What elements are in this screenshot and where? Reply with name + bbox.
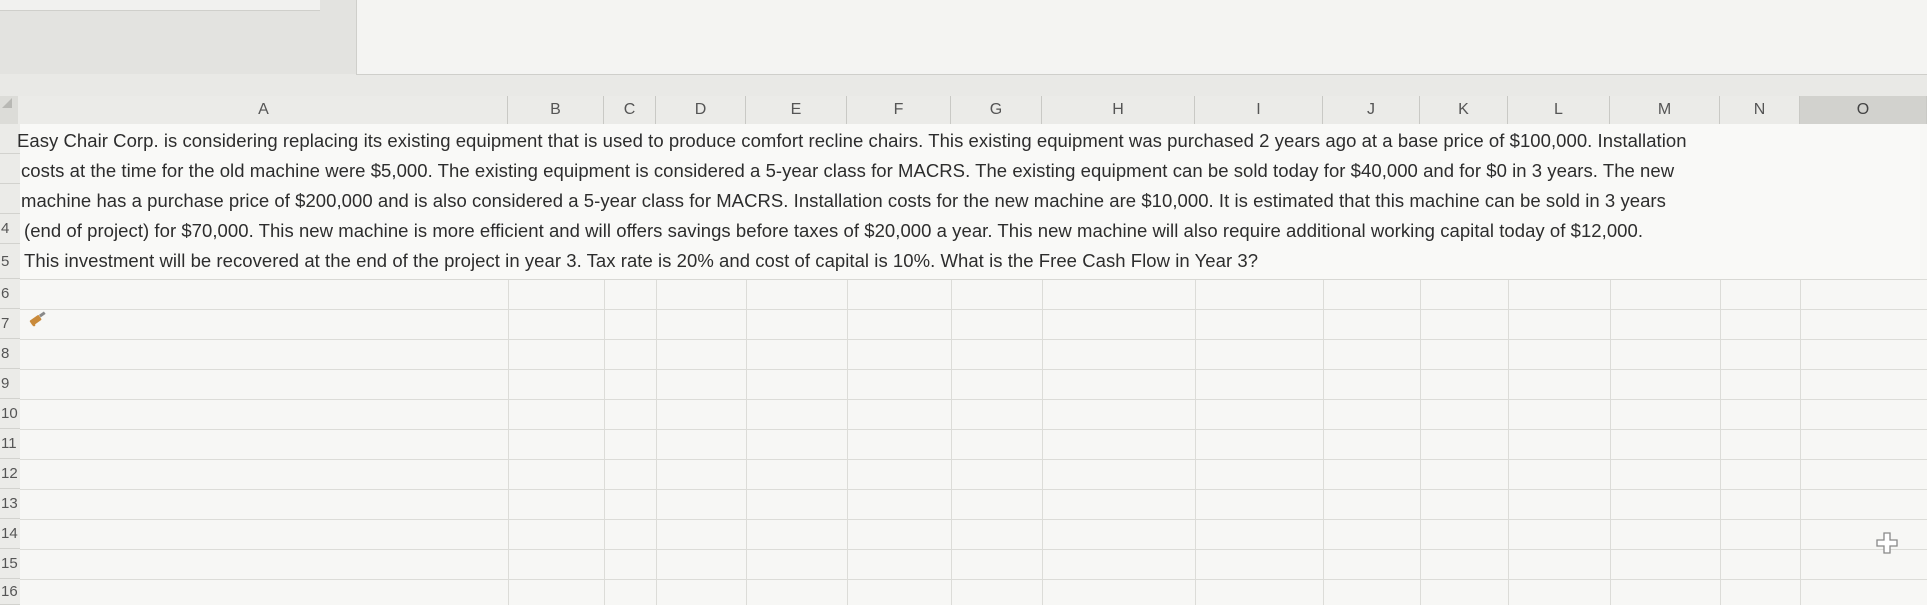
row-header[interactable]: 13	[0, 489, 20, 519]
column-header-n[interactable]: N	[1720, 96, 1800, 124]
column-header-l[interactable]: L	[1508, 96, 1610, 124]
cell-cursor-cross-icon	[1875, 531, 1899, 555]
column-header-f[interactable]: F	[847, 96, 951, 124]
formula-bar-area[interactable]	[356, 0, 1927, 75]
column-header-c[interactable]: C	[604, 96, 656, 124]
question-line-2: costs at the time for the old machine were $5,000. The existing equipment is considered a 5-year class for MACRS. The existing equipment can be sold today for $40,000 and for $0 in 3 years. The new	[21, 160, 1675, 181]
row-header[interactable]: 8	[0, 339, 20, 369]
column-header-b[interactable]: B	[508, 96, 604, 124]
column-header-e[interactable]: E	[746, 96, 847, 124]
grid-row-line	[20, 459, 1927, 460]
row-header[interactable]: 10	[0, 399, 20, 429]
question-line-5: This investment will be recovered at the end of the project in year 3. Tax rate is 20% and cost of capital is 10%. What is the Free Cash Flow in Year 3?	[24, 250, 1259, 271]
grid-row-line	[20, 549, 1927, 550]
column-header-a[interactable]: A	[20, 96, 508, 124]
column-header-g[interactable]: G	[951, 96, 1042, 124]
ribbon-left-area	[0, 0, 356, 74]
column-header-h[interactable]: H	[1042, 96, 1195, 124]
column-header-j[interactable]: J	[1323, 96, 1420, 124]
question-line-4: (end of project) for $70,000. This new machine is more efficient and will offers savings before taxes of $20,000 a year. This new machine will also require additional working capital today of $12,000.	[24, 220, 1644, 241]
grid-row-line	[20, 519, 1927, 520]
column-header-d[interactable]: D	[656, 96, 746, 124]
row-header[interactable]	[0, 154, 20, 184]
paste-options-icon[interactable]	[28, 308, 50, 330]
row-header[interactable]: 4	[0, 214, 20, 244]
row-header[interactable]: 5	[0, 244, 20, 279]
grid-row-line	[20, 339, 1927, 340]
grid-row-line	[20, 399, 1927, 400]
question-line-3: machine has a purchase price of $200,000 and is also considered a 5-year class for MACRS. Installation costs for the new machine are $10,000. It is estimated that this machine can be sold in 3 years	[21, 190, 1666, 211]
row-header[interactable]: 12	[0, 459, 20, 489]
select-all-triangle-icon	[2, 98, 12, 108]
grid-row-line	[20, 489, 1927, 490]
row-header[interactable]: 15	[0, 549, 20, 579]
grid-row-line	[20, 429, 1927, 430]
column-header-i[interactable]: I	[1195, 96, 1323, 124]
row-header[interactable]: 11	[0, 429, 20, 459]
column-header-m[interactable]: M	[1610, 96, 1720, 124]
row-header[interactable]: 14	[0, 519, 20, 549]
row-header[interactable]: 9	[0, 369, 20, 399]
row-header[interactable]	[0, 184, 20, 214]
grid-row-line	[20, 579, 1927, 580]
ribbon-strip	[0, 0, 320, 11]
row-header[interactable]: 6	[0, 279, 20, 309]
column-header-o[interactable]: O	[1800, 96, 1927, 124]
row-header[interactable]: 7	[0, 309, 20, 339]
question-line-1: Easy Chair Corp. is considering replacing its existing equipment that is used to produce comfort recline chairs. This existing equipment was purchased 2 years ago at a base price of $100,000. Installation	[17, 130, 1687, 151]
grid-row-line	[20, 309, 1927, 310]
merged-question-cell[interactable]	[17, 124, 1920, 280]
column-header-k[interactable]: K	[1420, 96, 1508, 124]
row-header[interactable]: 16	[0, 579, 20, 605]
grid-row-line	[20, 369, 1927, 370]
